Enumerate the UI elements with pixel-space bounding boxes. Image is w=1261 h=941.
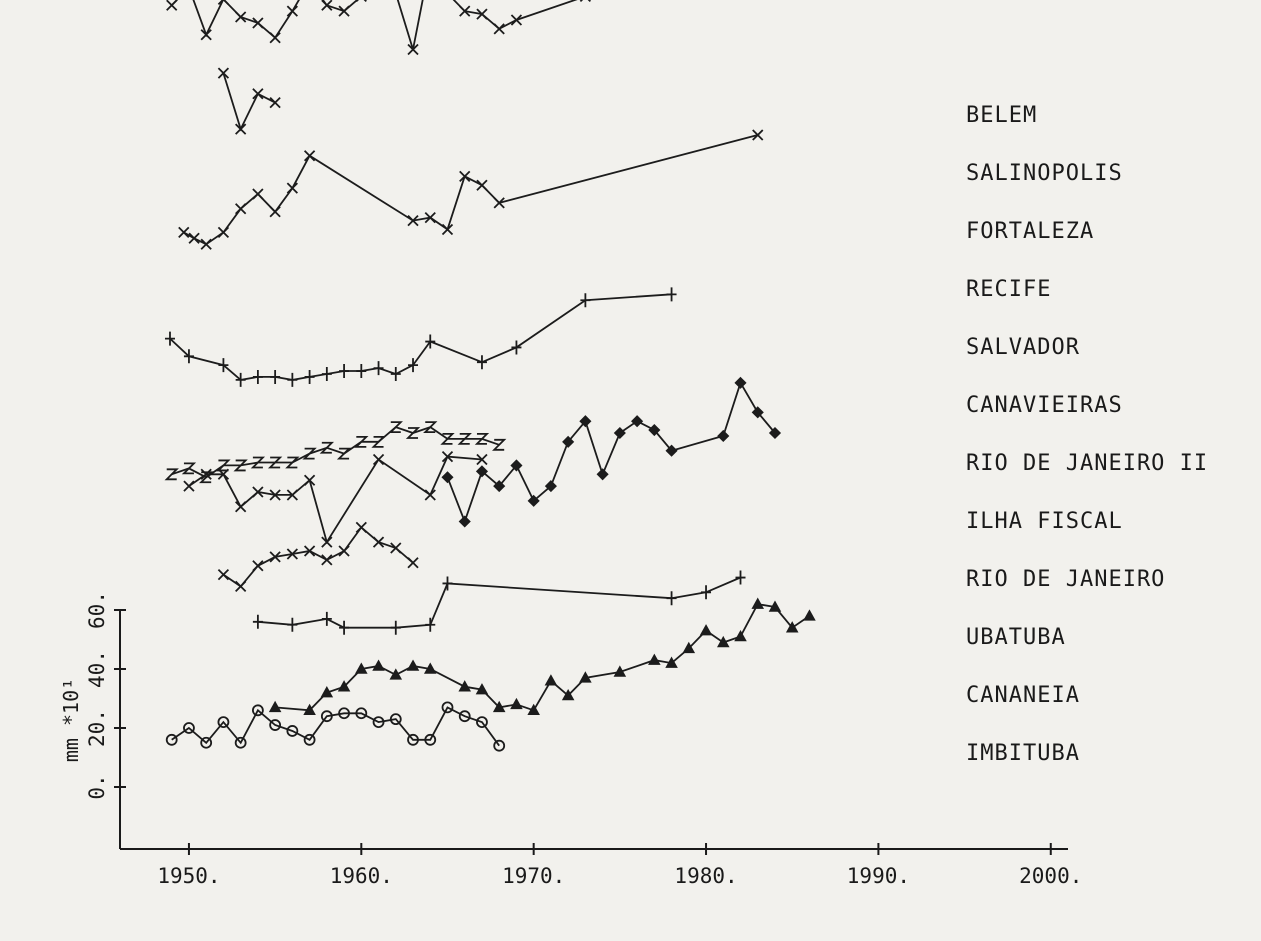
- data-point: [408, 428, 418, 438]
- data-point: [649, 655, 659, 664]
- x-tick-label: 1980.: [674, 864, 738, 888]
- data-point: [287, 373, 297, 387]
- data-point: [253, 615, 263, 629]
- data-point: [218, 570, 228, 580]
- data-point: [270, 370, 280, 384]
- data-point: [218, 227, 228, 237]
- y-axis-label: mm *10¹: [59, 677, 83, 763]
- data-point: [356, 522, 366, 532]
- series-label: IMBITUBA: [966, 741, 1080, 766]
- data-point: [189, 233, 199, 243]
- data-point: [165, 332, 175, 346]
- data-point: [408, 661, 418, 670]
- series-label: BELEM: [966, 103, 1038, 128]
- series-cananeia: [167, 702, 504, 750]
- data-point: [736, 632, 746, 641]
- data-point: [218, 358, 228, 372]
- series-line: [275, 604, 809, 710]
- y-tick-label: 20.: [85, 709, 109, 747]
- series-label: RIO DE JANEIRO: [966, 567, 1166, 592]
- data-point: [184, 349, 194, 363]
- series-canavieiras: [218, 522, 418, 591]
- axes: [120, 610, 1068, 849]
- data-point: [753, 599, 763, 608]
- data-point: [460, 682, 470, 691]
- series-label: RIO DE JANEIRO II: [966, 451, 1209, 476]
- data-point: [184, 481, 194, 491]
- data-point: [374, 361, 384, 375]
- y-tick-label: 60.: [85, 591, 109, 629]
- data-point: [391, 422, 401, 432]
- data-point: [339, 621, 349, 635]
- data-point: [425, 422, 435, 432]
- data-point: [253, 561, 263, 571]
- data-point: [339, 6, 349, 16]
- data-point: [460, 517, 470, 527]
- data-point: [391, 621, 401, 635]
- data-point: [270, 33, 280, 43]
- data-point: [201, 239, 211, 249]
- data-point: [253, 18, 263, 28]
- data-point: [477, 180, 487, 190]
- data-point: [391, 670, 401, 679]
- data-point: [236, 373, 246, 387]
- data-point: [201, 30, 211, 40]
- data-point: [374, 455, 384, 465]
- data-point: [477, 355, 487, 369]
- data-point: [494, 24, 504, 34]
- data-point: [442, 224, 452, 234]
- data-point: [391, 543, 401, 553]
- data-point: [736, 571, 746, 585]
- data-point: [322, 367, 332, 381]
- data-point: [615, 428, 625, 438]
- x-tick-label: 1970.: [502, 864, 566, 888]
- data-point: [511, 15, 521, 25]
- data-point: [339, 449, 349, 459]
- data-point: [356, 0, 366, 1]
- series-label: FORTALEZA: [966, 219, 1095, 244]
- series-label: SALVADOR: [966, 335, 1080, 360]
- series-line: [170, 294, 672, 380]
- data-point: [494, 440, 504, 450]
- data-point: [667, 591, 677, 605]
- x-tick-label: 1960.: [329, 864, 393, 888]
- series-label: CANANEIA: [966, 683, 1080, 708]
- data-point: [667, 287, 677, 301]
- x-tick-label: 1990.: [846, 864, 911, 888]
- series-labels: [966, 103, 1208, 766]
- data-point: [408, 558, 418, 568]
- data-point: [339, 546, 349, 556]
- series-lines: [165, 0, 814, 751]
- x-tick-label: 1950.: [157, 864, 221, 888]
- series-belem: [167, 0, 780, 55]
- data-point: [374, 661, 384, 670]
- series-label: RECIFE: [966, 277, 1052, 302]
- data-point: [511, 340, 521, 354]
- series-line: [189, 457, 482, 542]
- y-tick-label: 40.: [85, 650, 109, 688]
- series-label: CANAVIEIRAS: [966, 393, 1123, 418]
- data-point: [374, 537, 384, 547]
- data-point: [736, 378, 746, 388]
- data-point: [287, 618, 297, 632]
- data-point: [391, 367, 401, 381]
- data-point: [322, 537, 332, 547]
- data-point: [270, 207, 280, 217]
- x-tick-label: 2000.: [1019, 864, 1083, 888]
- data-point: [305, 370, 315, 384]
- data-point: [322, 612, 332, 626]
- series-line: [223, 73, 275, 129]
- data-point: [701, 585, 711, 599]
- data-point: [511, 699, 521, 708]
- data-point: [236, 204, 246, 214]
- data-point: [236, 124, 246, 134]
- data-point: [305, 475, 315, 485]
- series-line: [258, 578, 741, 628]
- data-point: [253, 89, 263, 99]
- data-point: [287, 183, 297, 193]
- series-label: SALINOPOLIS: [966, 161, 1123, 186]
- data-point: [580, 0, 590, 1]
- data-point: [718, 431, 728, 441]
- series-line: [448, 383, 776, 522]
- data-point: [632, 416, 642, 426]
- data-point: [184, 463, 194, 473]
- data-point: [425, 618, 435, 632]
- y-tick-label: 0.: [85, 774, 109, 800]
- data-point: [580, 293, 590, 307]
- series-label: ILHA FISCAL: [966, 509, 1123, 534]
- series-line: [184, 135, 758, 244]
- data-point: [425, 490, 435, 500]
- data-point: [442, 576, 452, 590]
- data-point: [287, 6, 297, 16]
- data-point: [179, 227, 189, 237]
- data-point: [442, 472, 452, 482]
- series-rio-de-janeiro-ii: [442, 378, 779, 527]
- data-point: [253, 370, 263, 384]
- data-point: [305, 151, 315, 161]
- data-point: [305, 449, 315, 459]
- data-point: [253, 189, 263, 199]
- series-recife: [165, 287, 677, 387]
- series-fortaleza: [179, 130, 763, 249]
- data-point: [804, 611, 814, 620]
- data-point: [322, 0, 332, 10]
- data-point: [460, 171, 470, 181]
- data-point: [167, 469, 177, 479]
- data-point: [270, 98, 280, 108]
- series-line: [172, 0, 775, 50]
- data-point: [356, 364, 366, 378]
- series-line: [223, 527, 413, 586]
- data-point: [236, 12, 246, 22]
- series-salinopolis: [218, 68, 280, 134]
- series-salvador: [167, 422, 504, 482]
- data-point: [322, 443, 332, 453]
- data-point: [322, 555, 332, 565]
- series-rio-de-janeiro: [253, 571, 746, 635]
- data-point: [236, 581, 246, 591]
- series-ubatuba: [270, 599, 814, 714]
- data-point: [236, 502, 246, 512]
- series-label: UBATUBA: [966, 625, 1066, 650]
- data-point: [167, 0, 177, 10]
- data-point: [701, 626, 711, 635]
- data-point: [339, 364, 349, 378]
- data-point: [546, 676, 556, 685]
- data-point: [598, 469, 608, 479]
- data-point: [218, 68, 228, 78]
